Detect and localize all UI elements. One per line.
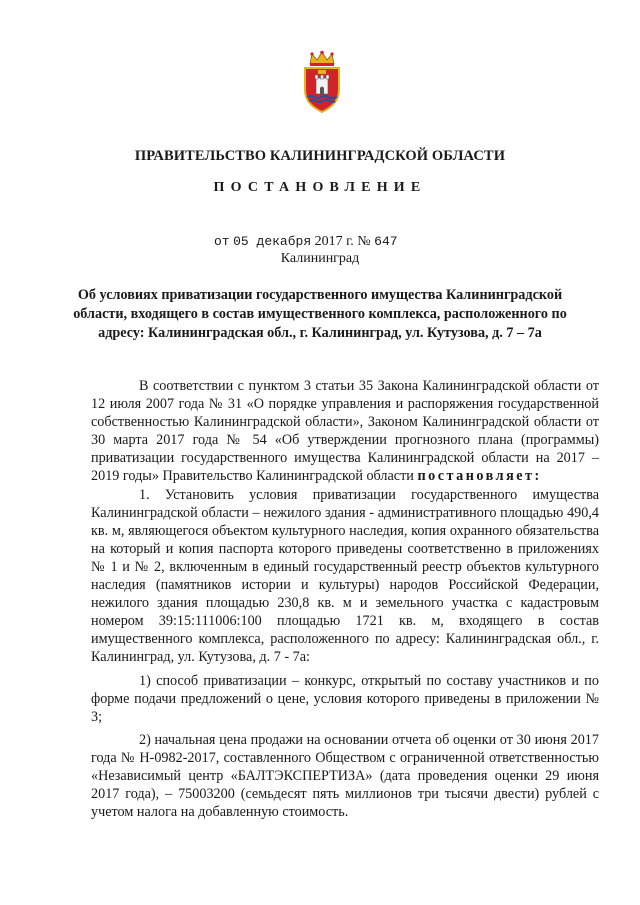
preamble-paragraph (91, 377, 599, 486)
dateline-date: 05 декабря (233, 234, 312, 249)
dateline (214, 234, 398, 250)
city-name: Калининград (280, 251, 360, 266)
document-title: Об условиях приватизации государственного имущества Калининградской области, входящего в состав имущественного комплекса, расположенного по адресу: Калининградская обл., г. Калининград, ул. Кутузова, д. 7 – 7а (73, 287, 567, 341)
kaliningrad-coat-of-arms-icon (302, 50, 342, 114)
paragraph-1: 1. Установить условия приватизации государственного имущества Калининградской области – нежилого здания - административного площадью 490,4 кв. м, являющегося объектом культурного наследия, копия охранного обязательства на который и копия паспорта которого приведены соответственно в приложениях № 1 и № 2, включенным в единый государственный реестр объектов культурного наследия (памятников истории и культуры) народов Российской Федерации, нежилого здания площадью 230,8 кв. м и земельного участка с кадастровым номером 39:15:111006:100 площадью 1721 кв. м, входящего в состав имущественного комплекса, расположенного по адресу: Калининградская обл., г. Калининград, ул. Кутузова, д. 7 - 7а: (91, 486, 599, 666)
dateline-number: 647 (374, 234, 398, 249)
dateline-number-sign: № (357, 234, 371, 249)
paragraph-1-1: 1) способ приватизации – конкурс, открытый по составу участников и по форме подачи предложений о цене, условия которого приведены в приложении № 3; (91, 672, 599, 725)
document-type-heading: ПОСТАНОВЛЕНИЕ (213, 180, 427, 195)
dateline-year: 2017 г. (314, 234, 354, 249)
dateline-prefix: от (214, 234, 230, 249)
document-body (91, 377, 599, 821)
preamble-text: В соответствии с пунктом 3 статьи 35 Закона Калининградской области от 12 июля 2007 года № 31 «О порядке управления и распоряжения государственной собственностью Калининградской области», Законом Калининградской области от 30 марта 2017 года № 54 «Об утверждении прогнозного плана (программы) приватизации государственного имущества Калининградской области на 2017 – 2019 годы» Правительство Калининградской области (91, 378, 599, 485)
paragraph-1-2: 2) начальная цена продажи на основании отчета об оценки от 30 июня 2017 года № Н-0982-2017, составленного Обществом с ограниченной ответственностью «Независимый центр «БАЛТЭКСПЕРТИЗА» (дата проведения оценки 29 июня 2017 года), – 75003200 (семьдесят пять миллионов три тысячи двести) рублей с учетом налога на добавленную стоимость. (91, 731, 599, 821)
government-heading: ПРАВИТЕЛЬСТВО КАЛИНИНГРАДСКОЙ ОБЛАСТИ (134, 148, 506, 164)
decree-word: постановляет: (417, 468, 542, 485)
